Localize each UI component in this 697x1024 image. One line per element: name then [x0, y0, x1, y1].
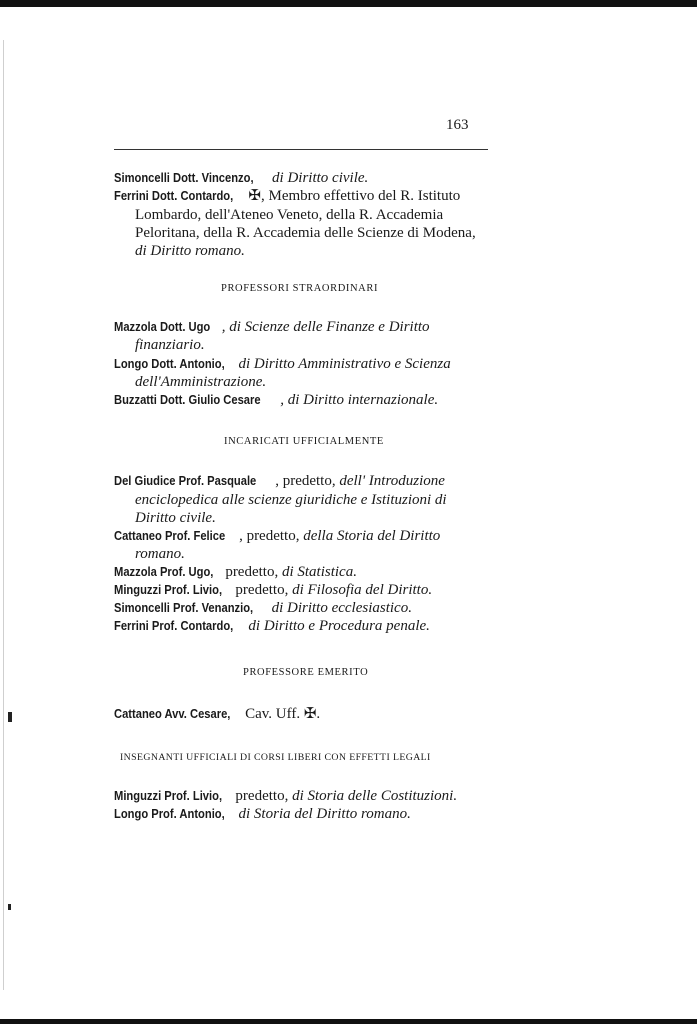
- section-heading: INSEGNANTI UFFICIALI DI CORSI LIBERI CON EFFETTI LEGALI: [120, 752, 431, 763]
- person-name: Cattaneo Avv. Cesare,: [114, 706, 231, 721]
- entry-line: [114, 391, 438, 409]
- scan-left-edge: [3, 40, 4, 990]
- entry-text: predetto,: [235, 582, 289, 598]
- subject: della Storia del Diritto: [303, 528, 441, 544]
- entry-line: [114, 169, 368, 187]
- person-name: Ferrini Dott. Contardo,: [114, 188, 234, 203]
- person-name: Longo Dott. Antonio,: [114, 356, 225, 371]
- person-name: Simoncelli Dott. Vincenzo,: [114, 170, 254, 185]
- entry-line: enciclopedica alle scienze giuridiche e Istituzioni di: [135, 492, 447, 508]
- subject: di Diritto civile.: [272, 170, 369, 186]
- subject: dell' Introduzione: [339, 473, 445, 489]
- entry-line: [114, 599, 412, 617]
- person-name: Mazzola Prof. Ugo,: [114, 564, 214, 579]
- entry-line: [114, 318, 430, 336]
- entry-line: romano.: [135, 546, 185, 562]
- header-rule: [114, 149, 488, 150]
- entry-line: [114, 527, 440, 545]
- subject: di Diritto ecclesiastico.: [271, 600, 412, 616]
- scan-top-border: [0, 0, 697, 7]
- person-name: Cattaneo Prof. Felice: [114, 528, 226, 543]
- person-name: Minguzzi Prof. Livio,: [114, 582, 223, 597]
- entry-line: [114, 705, 320, 723]
- entry-text: predetto,: [235, 788, 289, 804]
- subject: di Storia delle Costituzioni.: [292, 788, 458, 804]
- subject: di Storia del Diritto romano.: [238, 806, 411, 822]
- entry-line: [114, 187, 460, 205]
- scan-bottom-border: [0, 1019, 697, 1024]
- entry-line: [114, 563, 357, 581]
- subject: , di Diritto internazionale.: [280, 392, 439, 408]
- entry-line: Diritto civile.: [135, 510, 216, 526]
- subject: di Diritto Amministrativo e Scienza: [238, 356, 451, 372]
- entry-line: Lombardo, dell'Ateneo Veneto, della R. Accademia: [135, 207, 444, 223]
- entry-text: ✠, Membro effettivo del R. Istituto: [248, 188, 461, 204]
- section-heading: PROFESSORE EMERITO: [243, 667, 369, 678]
- scan-margin-mark: [8, 712, 12, 722]
- entry-line: finanziario.: [135, 337, 205, 353]
- entry-text: , predetto,: [239, 528, 300, 544]
- entry-text: Cav. Uff. ✠.: [245, 706, 321, 722]
- subject: di Statistica.: [281, 564, 357, 580]
- entry-text: predetto,: [225, 564, 279, 580]
- person-name: Mazzola Dott. Ugo: [114, 319, 211, 334]
- subject: di Filosofia del Diritto.: [292, 582, 433, 598]
- entry-line: [114, 787, 457, 805]
- person-name: Ferrini Prof. Contardo,: [114, 618, 234, 633]
- person-name: Buzzatti Dott. Giulio Cesare: [114, 392, 261, 407]
- person-name: Simoncelli Prof. Venanzio,: [114, 600, 254, 615]
- person-name: Longo Prof. Antonio,: [114, 806, 225, 821]
- entry-line: di Diritto romano.: [135, 243, 245, 259]
- entry-line: [114, 472, 445, 490]
- entry-line: [114, 581, 432, 599]
- person-name: Del Giudice Prof. Pasquale: [114, 473, 257, 488]
- subject: di Diritto e Procedura penale.: [248, 618, 430, 634]
- entry-line: [114, 805, 411, 823]
- section-heading: INCARICATI UFFICIALMENTE: [224, 436, 384, 447]
- subject: , di Scienze delle Finanze e Diritto: [221, 319, 430, 335]
- page-number: 163: [446, 117, 469, 133]
- entry-line: dell'Amministrazione.: [135, 374, 267, 390]
- entry-text: , predetto,: [275, 473, 336, 489]
- section-heading: PROFESSORI STRAORDINARI: [221, 283, 379, 294]
- person-name: Minguzzi Prof. Livio,: [114, 788, 223, 803]
- entry-line: Peloritana, della R. Accademia delle Scienze di Modena,: [135, 225, 476, 241]
- entry-line: [114, 617, 430, 635]
- entry-line: [114, 355, 451, 373]
- scan-margin-mark: [8, 904, 11, 910]
